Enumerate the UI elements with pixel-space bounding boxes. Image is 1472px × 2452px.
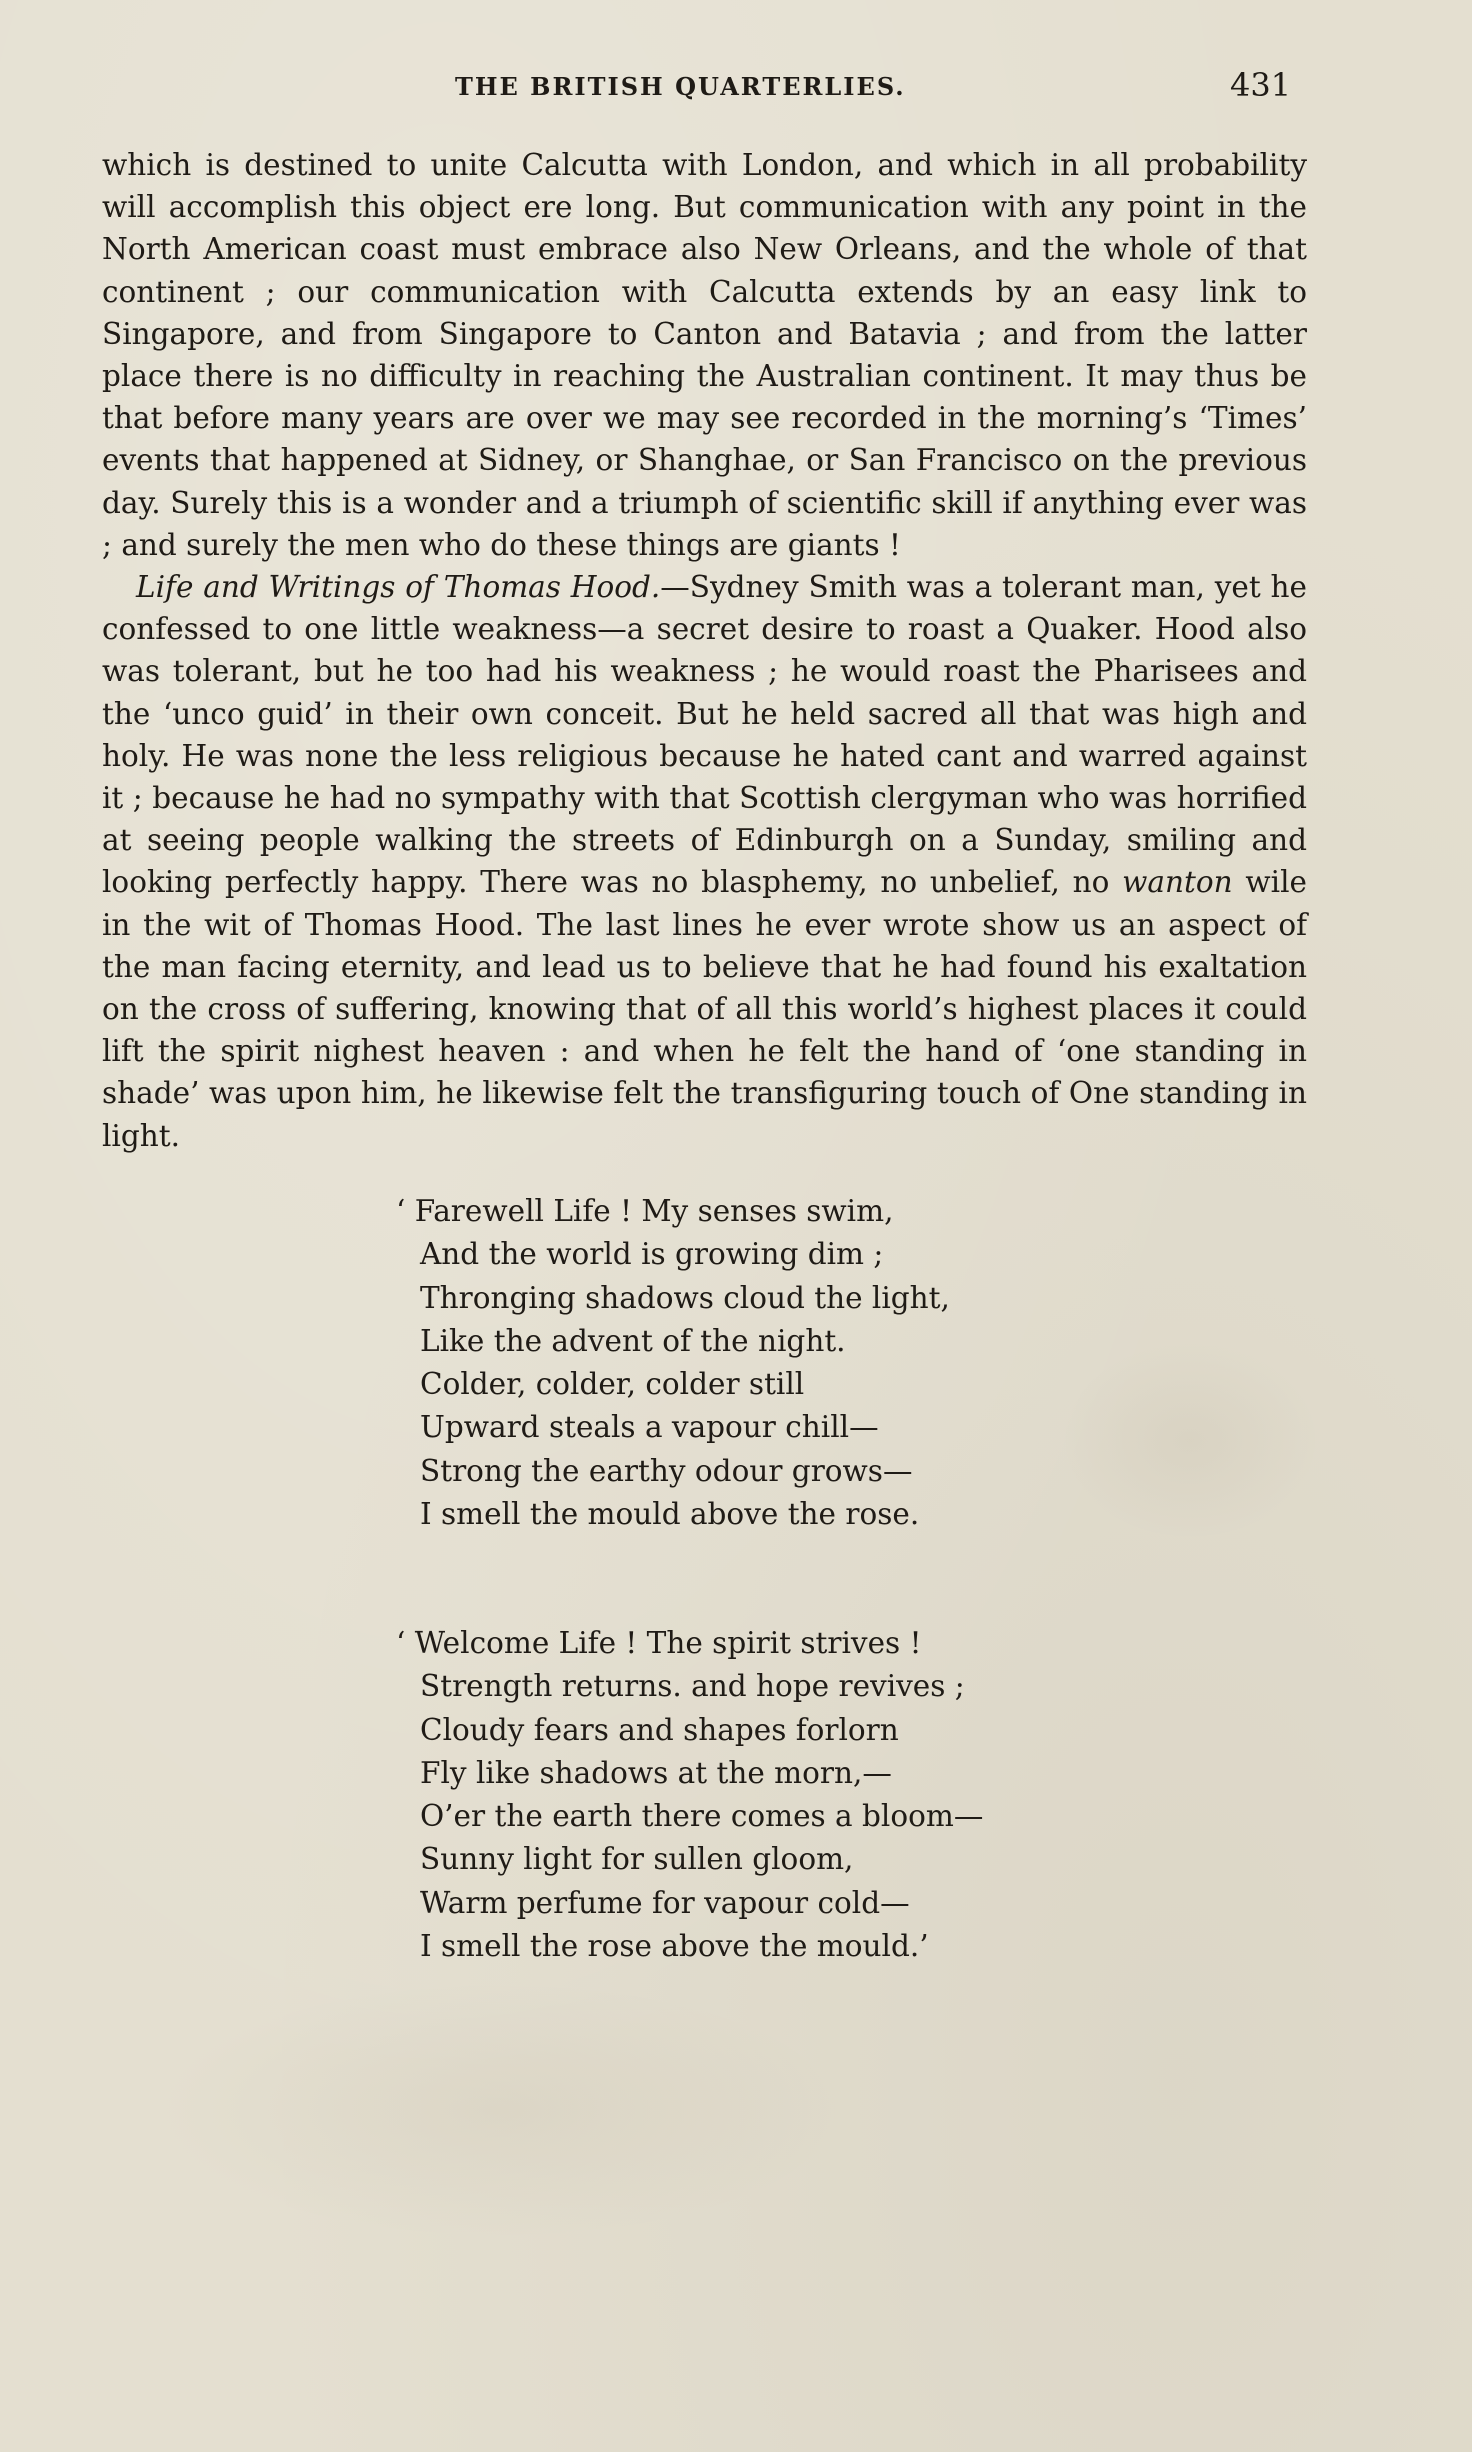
poem-line: Warm perfume for vapour cold— xyxy=(420,1885,910,1920)
poem-stanza xyxy=(396,1190,1296,1536)
running-header xyxy=(0,66,1472,112)
poem-line: Strength returns. and hope revives ; xyxy=(420,1669,965,1704)
paragraph-text: which is destined to unite Calcutta with London, and which in all probability will accomplish this object ere long. But communication with any point in the North American coast must embrace also New Orleans, and the whole of that continent ; our communication with Calcutta extends by an easy link to Singapore, and from Singapore to Canton and Batavia ; and from the latter place there is no difficulty in reaching the Australian continent. It may thus be that before many years are over we may see recorded in the morning’s ‘Times’ events that happened at Sidney, or Shanghae, or San Francisco on the previous day. Surely this is a wonder and a triumph of scientific skill if anything ever was ; and surely the men who do these things are giants ! xyxy=(102,148,1307,562)
poem-line: ‘ Welcome Life ! The spirit strives ! xyxy=(396,1626,922,1660)
article-title: Life and Writings of Thomas Hood. xyxy=(136,570,661,605)
poem-line: Thronging shadows cloud the light, xyxy=(420,1280,950,1315)
poem-line: Strong the earthy odour grows— xyxy=(420,1453,913,1488)
poem-line: ‘ Farewell Life ! My senses swim, xyxy=(396,1194,894,1228)
poem-line: Upward steals a vapour chill— xyxy=(420,1410,879,1445)
poem-line: O’er the earth there comes a bloom— xyxy=(420,1799,984,1834)
paper-stain xyxy=(150,1980,850,2240)
poem-line: Fly like shadows at the morn,— xyxy=(420,1755,892,1790)
paragraph xyxy=(102,144,1307,566)
poem-line: Sunny light for sullen gloom, xyxy=(420,1842,854,1877)
paragraph xyxy=(102,566,1307,1157)
page-number: 431 xyxy=(1230,66,1292,104)
paragraph-text: —Sydney Smith was a tolerant man, yet he confessed to one little weakness—a secret desire to roast a Quaker. Hood also was tolerant, but he too had his weakness ; he would roast the Pharisees and the ‘unco guid’ in their own conceit. But he held sacred all that was high and holy. He was none the less religious because he hated cant and warred against it ; because he had no sympathy with that Scottish clergyman who was horrified at seeing people walking the streets of Edinburgh on a Sunday, smiling and looking perfectly happy. There was no blasphemy, no unbelief, no xyxy=(102,570,1307,900)
poem-line: I smell the rose above the mould.’ xyxy=(420,1929,929,1964)
poem-line: Cloudy fears and shapes forlorn xyxy=(420,1712,899,1747)
body-text xyxy=(102,144,1307,1157)
poem-line: And the world is growing dim ; xyxy=(420,1237,884,1272)
poem-line: Colder, colder, colder still xyxy=(420,1367,805,1402)
poem-line: I smell the mould above the rose. xyxy=(420,1497,920,1532)
running-title: THE BRITISH QUARTERLIES. xyxy=(455,72,906,101)
poem-stanza xyxy=(396,1622,1296,1968)
emphasis: wanton xyxy=(1122,865,1233,900)
poem-line: Like the advent of the night. xyxy=(420,1323,846,1358)
paragraph-text: wile in the wit of Thomas Hood. The last lines he ever wrote show us an aspect of the man facing eternity, and lead us to believe that he had found his exaltation on the cross of suffering, knowing that of all this world’s highest places it could lift the spirit nighest heaven : and when he felt the hand of ‘one standing in shade’ was upon him, he likewise felt the transfiguring touch of One standing in light. xyxy=(102,865,1307,1153)
